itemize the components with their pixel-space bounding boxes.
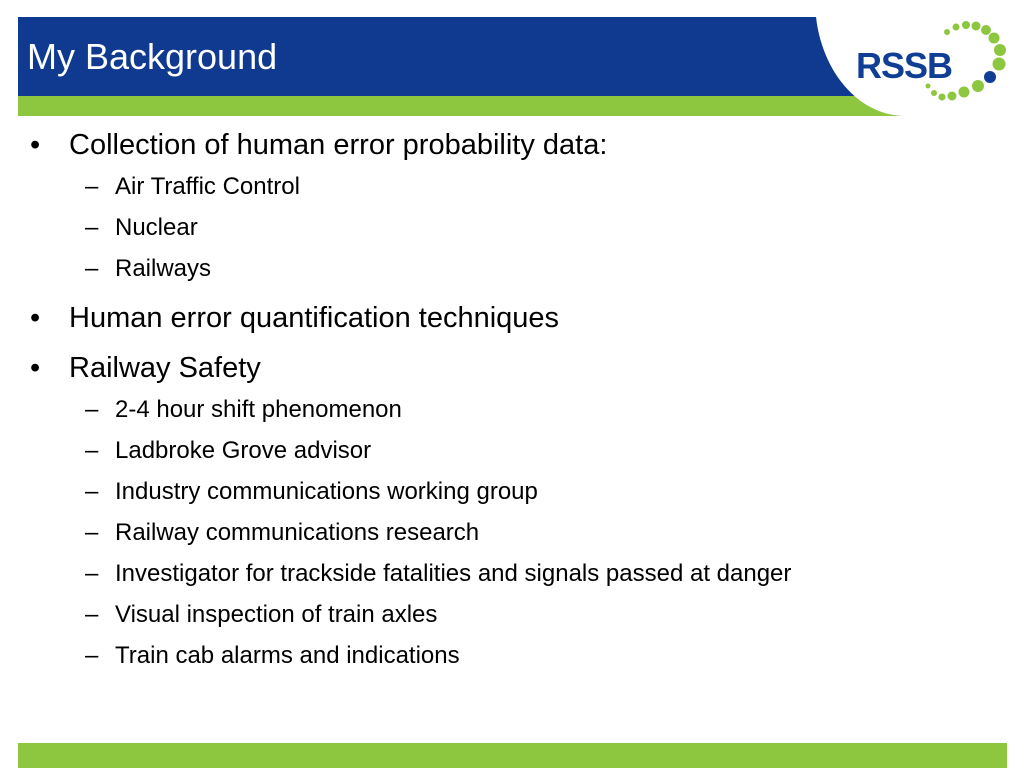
dash-marker: – xyxy=(85,173,99,200)
dash-marker: – xyxy=(85,255,99,282)
slide-title: My Background xyxy=(27,36,278,77)
sub-bullet-item xyxy=(69,594,988,635)
dash-marker: – xyxy=(85,642,99,669)
sub-bullet-item xyxy=(69,166,988,207)
dash-marker: – xyxy=(85,478,99,505)
rssb-logo xyxy=(852,20,1012,110)
dash-marker: – xyxy=(85,437,99,464)
bullet-item xyxy=(28,124,988,289)
sub-bullet-text: Train cab alarms and indications xyxy=(115,642,460,669)
dash-marker: – xyxy=(85,396,99,423)
slide-content xyxy=(28,124,988,676)
sub-bullet-list xyxy=(69,389,988,676)
sub-bullet-item xyxy=(69,635,988,676)
sub-bullet-text: Railway communications research xyxy=(115,519,480,546)
bullet-marker: • xyxy=(30,352,41,384)
sub-bullet-text: Ladbroke Grove advisor xyxy=(115,437,372,464)
bullet-marker: • xyxy=(30,129,41,161)
sub-bullet-item xyxy=(69,512,988,553)
bullet-item xyxy=(28,297,988,339)
dash-marker: – xyxy=(85,519,99,546)
dash-marker: – xyxy=(85,560,99,587)
sub-bullet-text: 2-4 hour shift phenomenon xyxy=(115,396,402,423)
sub-bullet-text: Air Traffic Control xyxy=(115,173,300,200)
sub-bullet-item xyxy=(69,430,988,471)
sub-bullet-item xyxy=(69,248,988,289)
bullet-text: Railway Safety xyxy=(69,352,261,384)
sub-bullet-item xyxy=(69,553,988,594)
sub-bullet-text: Nuclear xyxy=(115,214,198,241)
sub-bullet-item xyxy=(69,207,988,248)
sub-bullet-text: Railways xyxy=(115,255,212,282)
dash-marker: – xyxy=(85,601,99,628)
sub-bullet-item xyxy=(69,471,988,512)
dash-marker: – xyxy=(85,214,99,241)
sub-bullet-text: Industry communications working group xyxy=(115,478,538,505)
bullet-marker: • xyxy=(30,302,41,334)
sub-bullet-list xyxy=(69,166,988,289)
bullet-item xyxy=(28,347,988,676)
logo-wordmark: RSSB xyxy=(856,45,953,86)
sub-bullet-item xyxy=(69,389,988,430)
bullet-text: Collection of human error probability data: xyxy=(69,129,608,161)
bullet-text: Human error quantification techniques xyxy=(69,302,560,334)
bullet-list xyxy=(28,124,988,676)
sub-bullet-text: Investigator for trackside fatalities and signals passed at danger xyxy=(115,560,792,587)
sub-bullet-text: Visual inspection of train axles xyxy=(115,601,438,628)
footer-accent-strip xyxy=(18,743,1007,768)
